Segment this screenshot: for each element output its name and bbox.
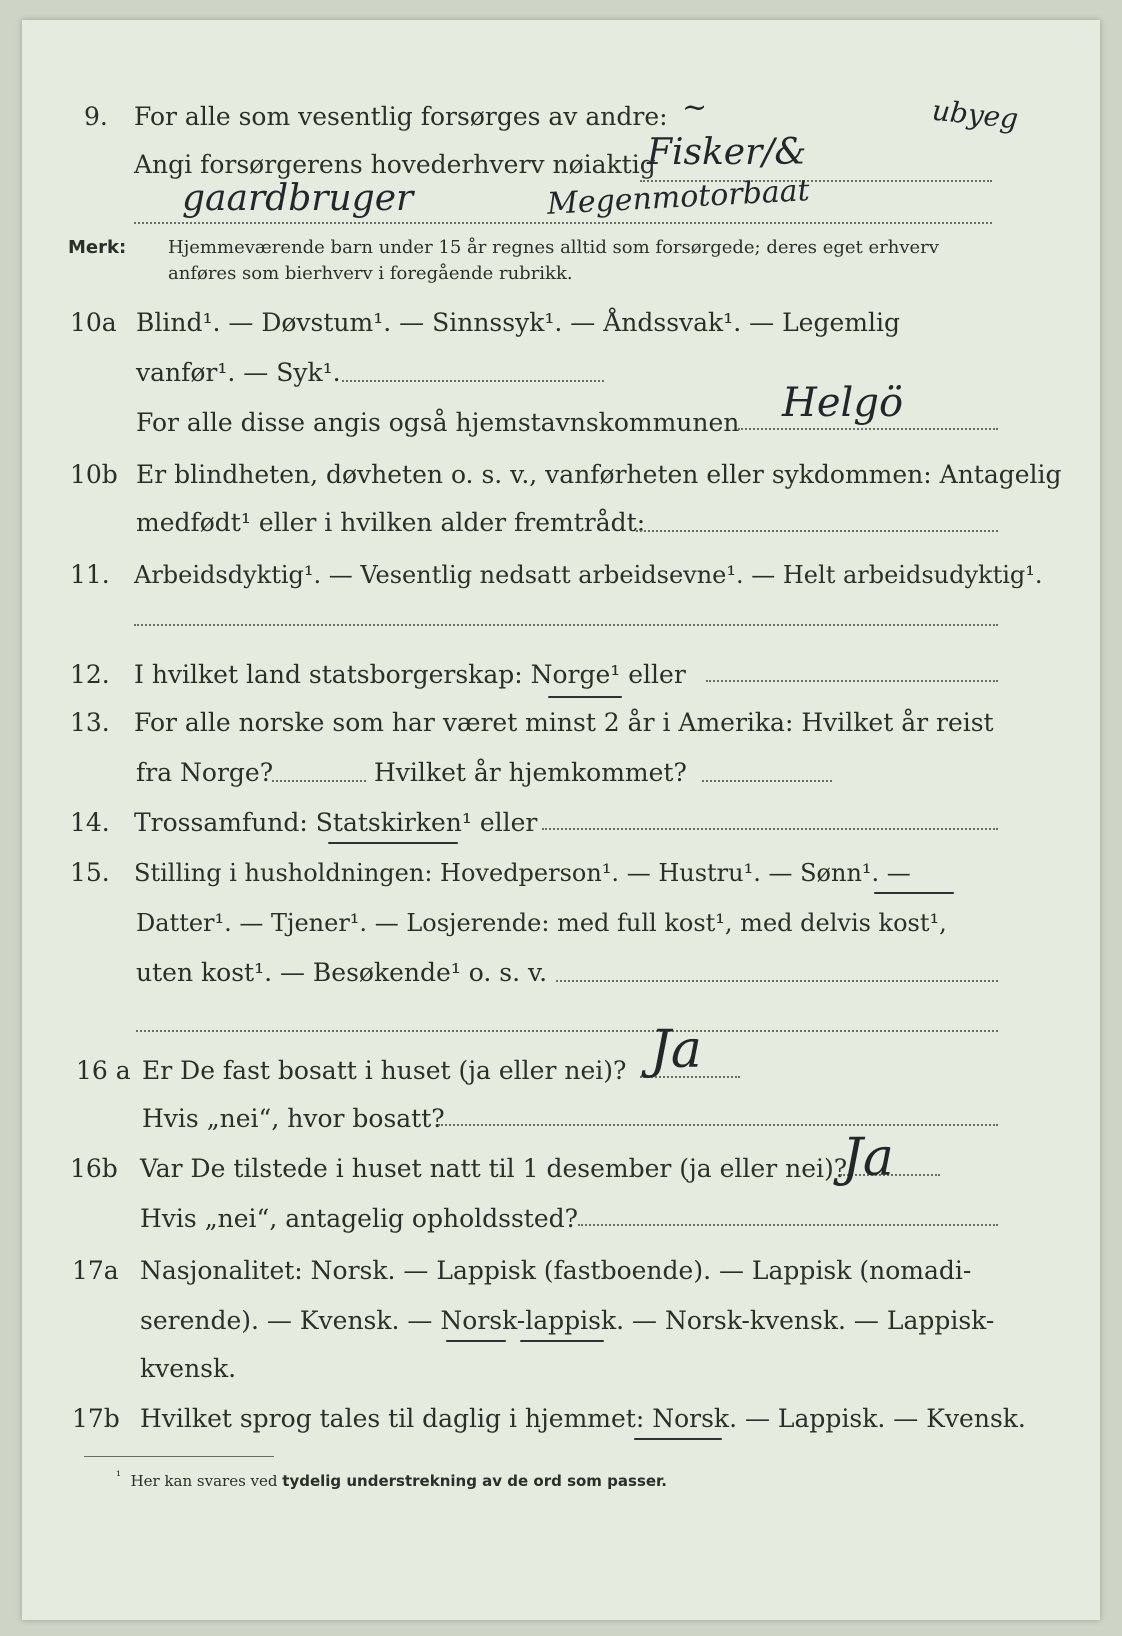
question-11-line-1: Arbeidsdyktig¹. — Vesentlig nedsatt arbeidsevne¹. — Helt arbeidsudyktig¹.: [134, 561, 1043, 589]
question-15-dash: —: [879, 859, 911, 887]
question-16a-line-2: Hvis „nei“, hvor bosatt?: [142, 1104, 445, 1133]
answer-line-11: [134, 624, 998, 626]
answer-line-15a: [556, 980, 998, 982]
footnote-text-a: Her kan svares ved: [130, 1472, 283, 1490]
question-15-line-1: [134, 858, 911, 888]
option-sonn: Sønn¹.: [800, 859, 880, 887]
question-15-line-3: uten kost¹. — Besøkende¹ o. s. v.: [136, 958, 548, 987]
merk-label: Merk:: [68, 237, 127, 258]
question-9-line-1: For alle som vesentlig forsørges av andre:: [134, 102, 668, 131]
handwritten-provider-occupation-1: Fisker/&: [647, 132, 807, 173]
question-12-number: 12.: [70, 660, 110, 689]
question-17b-line-1: [140, 1404, 1026, 1434]
question-12-line-1: [134, 660, 686, 690]
footnote-mark: ¹: [116, 1468, 122, 1483]
footnote: [116, 1466, 667, 1491]
handwritten-home-municipality: Helgö: [782, 380, 904, 426]
underline-lappisk: [520, 1340, 604, 1342]
question-9-line-2: Angi forsørgerens hovederhverv nøiaktig: [134, 150, 656, 179]
question-10a-line-3: For alle disse angis også hjemstavnskommunen: [136, 408, 740, 437]
answer-line-10a-syk: [342, 380, 604, 382]
handwritten-provider-occupation-3: Megenmotorbaat: [546, 173, 811, 222]
question-15-number: 15.: [70, 858, 110, 887]
underline-sonn: [874, 892, 954, 894]
answer-line-15b: [136, 1030, 998, 1032]
merk-note-line-2: anføres som bierhverv i foregående rubrikk.: [168, 263, 573, 284]
question-17a-line-3: kvensk.: [140, 1354, 237, 1383]
question-14-number: 14.: [70, 808, 110, 837]
question-12-eller: eller: [620, 660, 686, 689]
answer-line-10b: [636, 530, 998, 532]
question-17b-rest: — Lappisk. — Kvensk.: [737, 1404, 1026, 1433]
question-17b-number: 17b: [72, 1404, 120, 1433]
question-10b-line-2: medfødt¹ eller i hvilken alder fremtrådt:: [136, 508, 646, 537]
handwritten-16b-answer: Ja: [842, 1128, 894, 1188]
answer-line-10a-home: [738, 428, 998, 430]
option-norge: Norge¹: [530, 660, 621, 689]
underline-norsk: [446, 1340, 506, 1342]
answer-line-13-hjem: [702, 780, 832, 782]
answer-line-9b: [134, 222, 992, 224]
question-13-line-2b: Hvilket år hjemkommet?: [374, 758, 687, 787]
handwritten-16a-answer: Ja: [650, 1020, 702, 1080]
answer-line-14: [542, 828, 998, 830]
question-17a-line-1: Nasjonalitet: Norsk. — Lappisk (fastboende). — Lappisk (nomadi-: [140, 1256, 972, 1285]
merk-note-line-1: Hjemmeværende barn under 15 år regnes alltid som forsørgede; deres eget erhverv: [168, 237, 939, 258]
question-17a-number: 17a: [72, 1256, 119, 1285]
question-11-number: 11.: [70, 560, 110, 589]
question-17a-line-2: [140, 1306, 994, 1336]
option-norsk-lappisk: Norsk-lappisk.: [440, 1306, 625, 1335]
question-13-line-1: For alle norske som har været minst 2 år i Amerika: Hvilket år reist: [134, 708, 994, 737]
question-17a-text-c: — Norsk-kvensk. — Lappisk-: [624, 1306, 995, 1335]
question-12-text: I hvilket land statsborgerskap:: [134, 660, 531, 689]
question-15-line-2: Datter¹. — Tjener¹. — Losjerende: med full kost¹, med delvis kost¹,: [136, 909, 947, 937]
option-norsk: Norsk.: [652, 1404, 738, 1433]
question-13-number: 13.: [70, 708, 110, 737]
question-16a-line-1: Er De fast bosatt i huset (ja eller nei)?: [142, 1056, 627, 1085]
option-statskirken: Statskirken¹: [315, 808, 472, 837]
question-14-line-1: [134, 808, 537, 838]
question-17a-text-a: serende). — Kvensk. —: [140, 1306, 441, 1335]
underline-norge: [548, 696, 622, 698]
answer-line-16a-2: [438, 1124, 998, 1126]
question-10a-line-1: Blind¹. — Døvstum¹. — Sinnssyk¹. — Åndssvak¹. — Legemlig: [136, 308, 900, 337]
footnote-rule: [84, 1456, 274, 1457]
question-16b-line-2: Hvis „nei“, antagelig opholdssted?: [140, 1204, 579, 1233]
question-14-eller: eller: [471, 808, 538, 837]
question-10b-line-1: Er blindheten, døvheten o. s. v., vanførheten eller sykdommen: Antagelig: [136, 460, 1062, 489]
answer-line-16b-2: [578, 1224, 998, 1226]
handwritten-dash: ~: [682, 90, 708, 125]
question-16b-line-1: Var De tilstede i huset natt til 1 desember (ja eller nei)?: [140, 1154, 848, 1183]
handwritten-ubyeg: ubyeg: [930, 93, 1020, 136]
underline-statskirken: [328, 842, 458, 844]
question-17b-text: Hvilket sprog tales til daglig i hjemmet:: [140, 1404, 653, 1433]
answer-line-13-reist: [272, 780, 366, 782]
question-13-line-2a: fra Norge?: [136, 758, 274, 787]
underline-norsk-sprog: [634, 1438, 722, 1440]
question-16b-number: 16b: [70, 1154, 118, 1183]
question-16a-number: 16 a: [76, 1056, 131, 1085]
answer-line-12: [706, 680, 998, 682]
question-14-text: Trossamfund:: [134, 808, 316, 837]
question-15-text: Stilling i husholdningen: Hovedperson¹. — Hustru¹. —: [134, 859, 801, 887]
question-10b-number: 10b: [70, 460, 118, 489]
census-form-page: [22, 20, 1100, 1620]
question-10a-line-2: vanfør¹. — Syk¹.: [136, 358, 341, 387]
handwritten-provider-occupation-2: gaardbruger: [182, 178, 414, 219]
question-10a-number: 10a: [70, 308, 117, 337]
footnote-text-b: tydelig understrekning av de ord som passer.: [282, 1472, 668, 1490]
question-9-number: 9.: [84, 102, 108, 131]
